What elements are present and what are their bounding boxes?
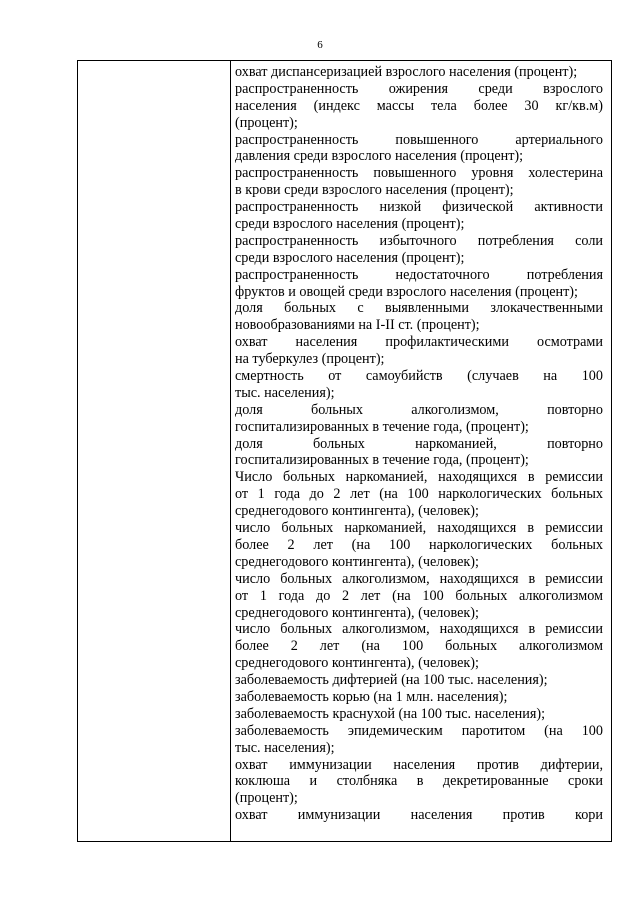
text-line: фруктов и овощей среди взрослого населения (процент);: [235, 283, 578, 300]
text-line: доля больных алкоголизмом, повторно: [235, 401, 603, 418]
text-line: тыс. населения);: [235, 739, 335, 756]
text-line: среднегодового контингента), (человек);: [235, 655, 479, 672]
text-line: от 1 года до 2 лет (на 100 больных алкоголизмом: [235, 587, 603, 604]
text-line: Число больных наркоманией, находящихся в ремиссии: [235, 469, 603, 486]
text-line: распространенность недостаточного потребления: [235, 266, 603, 283]
text-line: распространенность низкой физической активности: [235, 199, 603, 216]
text-line: более 2 лет (на 100 больных алкоголизмом: [235, 638, 603, 655]
indicators-table: [77, 60, 612, 842]
text-line: распространенность повышенного артериального: [235, 131, 603, 148]
page-number: 6: [317, 39, 323, 51]
text-line: более 2 лет (на 100 наркологических больных: [235, 536, 603, 553]
text-line: давления среди взрослого населения (процент);: [235, 148, 524, 165]
text-line: заболеваемость краснухой (на 100 тыс. населения);: [235, 705, 546, 722]
text-line: число больных алкоголизмом, находящихся в ремиссии: [235, 621, 603, 638]
text-line: охват населения профилактическими осмотрами: [235, 334, 603, 351]
text-line: охват иммунизации населения против дифтерии,: [235, 756, 603, 773]
text-line: охват иммунизации населения против кори: [235, 807, 603, 824]
text-line: распространенность избыточного потребления соли: [235, 232, 603, 249]
text-line: доля больных наркоманией, повторно: [235, 435, 603, 452]
text-line: тыс. населения);: [235, 384, 335, 401]
text-line: заболеваемость дифтерией (на 100 тыс. населения);: [235, 672, 548, 689]
text-line: коклюша и столбняка в декретированные сроки: [235, 773, 603, 790]
table-left-cell: [78, 61, 230, 841]
text-line: смертность от самоубийств (случаев на 100: [235, 368, 603, 385]
text-line: число больных наркоманией, находящихся в ремиссии: [235, 520, 603, 537]
text-line: число больных алкоголизмом, находящихся в ремиссии: [235, 570, 603, 587]
text-line: населения (индекс массы тела более 30 кг/кв.м): [235, 97, 603, 114]
text-line: распространенность повышенного уровня холестерина: [235, 165, 603, 182]
text-line: среднегодового контингента), (человек);: [235, 604, 479, 621]
text-line: госпитализированных в течение года, (процент);: [235, 452, 529, 469]
column-divider: [230, 61, 231, 841]
text-line: распространенность ожирения среди взрослого: [235, 80, 603, 97]
text-line: охват диспансеризацией взрослого населения (процент);: [235, 64, 578, 80]
text-line: от 1 года до 2 лет (на 100 наркологических больных: [235, 486, 603, 503]
text-line: доля больных с выявленными злокачественными: [235, 300, 603, 317]
text-line: (процент);: [235, 114, 298, 131]
text-line: (процент);: [235, 790, 298, 807]
text-line: среди взрослого населения (процент);: [235, 249, 465, 266]
text-line: заболеваемость корью (на 1 млн. населения);: [235, 688, 508, 705]
text-line: госпитализированных в течение года, (процент);: [235, 418, 529, 435]
text-line: среди взрослого населения (процент);: [235, 216, 465, 233]
text-line: новообразованиями на I-II ст. (процент);: [235, 317, 480, 334]
text-line: в крови среди взрослого населения (процент);: [235, 182, 514, 199]
text-line: среднегодового контингента), (человек);: [235, 503, 479, 520]
indicators-text-cell: [235, 64, 603, 824]
text-line: среднегодового контингента), (человек);: [235, 553, 479, 570]
text-line: заболеваемость эпидемическим паротитом (на 100: [235, 722, 603, 739]
text-line: на туберкулез (процент);: [235, 351, 385, 368]
